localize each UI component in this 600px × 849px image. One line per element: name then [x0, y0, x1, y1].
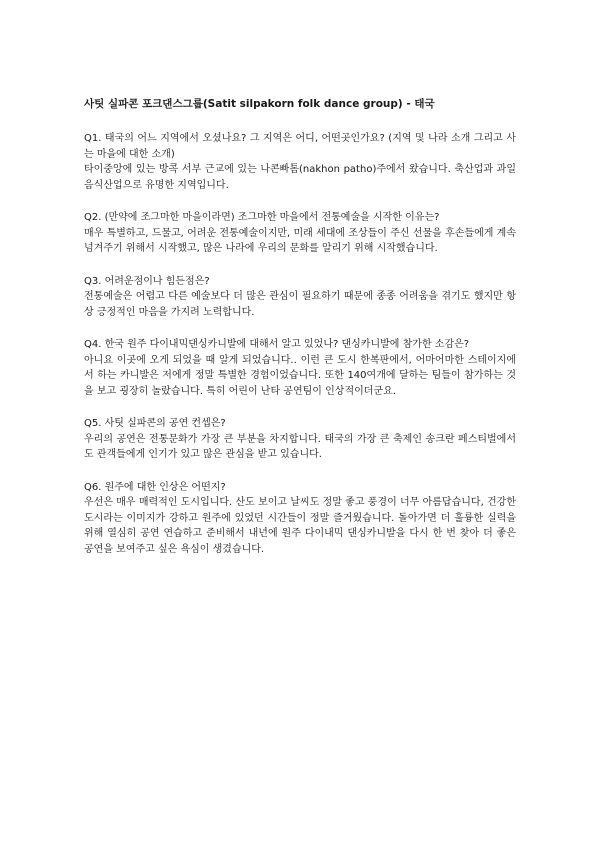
- answer-4: 아니요 이곳에 오게 되었을 때 알게 되었습니다.. 이런 큰 도시 한복판에서, 어마어마한 스테이지에서 하는 카니발은 저에게 정말 특별한 경험이었습니다. 또한 140여개에 달하는 팀들이 참가하는 것을 보고 굉장히 놀랐습니다. 특히 어린이 난타 공연팀이 인상적이더군요.: [84, 354, 516, 397]
- answer-3: 전통예술은 어렵고 다른 예술보다 더 많은 관심이 필요하기 때문에 종종 어려움을 겪기도 했지만 항상 긍정적인 마음을 가지려 노력합니다.: [84, 291, 516, 318]
- question-1: Q1. 태국의 어느 지역에서 오셨나요? 그 지역은 어디, 어떤곳인가요? (지역 및 나라 소개 그리고 사는 마을에 대한 소개): [84, 133, 516, 160]
- question-6: Q6. 원주에 대한 인상은 어떤지?: [84, 481, 226, 493]
- question-3: Q3. 어려운점이나 힘든점은?: [84, 275, 210, 287]
- question-4: Q4. 한국 원주 다이내믹댄싱카니발에 대해서 알고 있었나? 댄싱카니발에 참가한 소감은?: [84, 339, 470, 350]
- answer-5: 우리의 공연은 전통문화가 가장 큰 부분을 차지합니다. 태국의 가장 큰 축제인 송크란 페스티벌에서도 관객들에게 인기가 있고 많은 관심을 받고 있습니다.: [84, 433, 516, 460]
- answer-6: 우선은 매우 매력적인 도시입니다. 산도 보이고 날씨도 정말 좋고 풍경이 너무 아름답습니다, 건강한 도시라는 이미지가 강하고 원주에 있었던 시간들이 정말 즐거웠습니다. 돌아가면 더 훌륭한 실력을 위해 열심히 공연 연습하고 준비해서 내년에 원주 다이내믹 댄싱카니발을 다시 한 번 찾아 더 좋은 공연을 보여주고 싶은 욕심이 생겼습니다.: [84, 497, 516, 555]
- question-2: Q2. (만약에 조그마한 마을이라면) 조그마한 마을에서 전통예술을 시작한 이유는?: [84, 212, 440, 223]
- question-5: Q5. 사팃 실파콘의 공연 컨셉은?: [84, 418, 226, 429]
- qa-item-2: [84, 210, 516, 257]
- document-body: [84, 97, 516, 574]
- answer-1: 타이중앙에 있는 방콕 서부 근교에 있는 나콘빠톰(nakhon patho)주에서 왔습니다. 축산업과 과일음식산업으로 유명한 지역입니다.: [84, 164, 516, 191]
- qa-item-4: [84, 337, 516, 399]
- qa-item-6: [84, 480, 516, 558]
- qa-item-3: [84, 274, 516, 321]
- answer-2: 매우 특별하고, 드물고, 어려운 전통예술이지만, 미래 세대에 조상들이 주신 선물을 후손들에게 계속 넘겨주기 위해서 시작했고, 많은 나라에 우리의 문화를 알리기 위해 시작했습니다.: [84, 227, 516, 254]
- qa-item-5: [84, 416, 516, 463]
- document-title: 사팃 실파콘 포크댄스그룹(Satit silpakorn folk dance group) - 태국: [84, 98, 435, 110]
- qa-item-1: [84, 131, 516, 193]
